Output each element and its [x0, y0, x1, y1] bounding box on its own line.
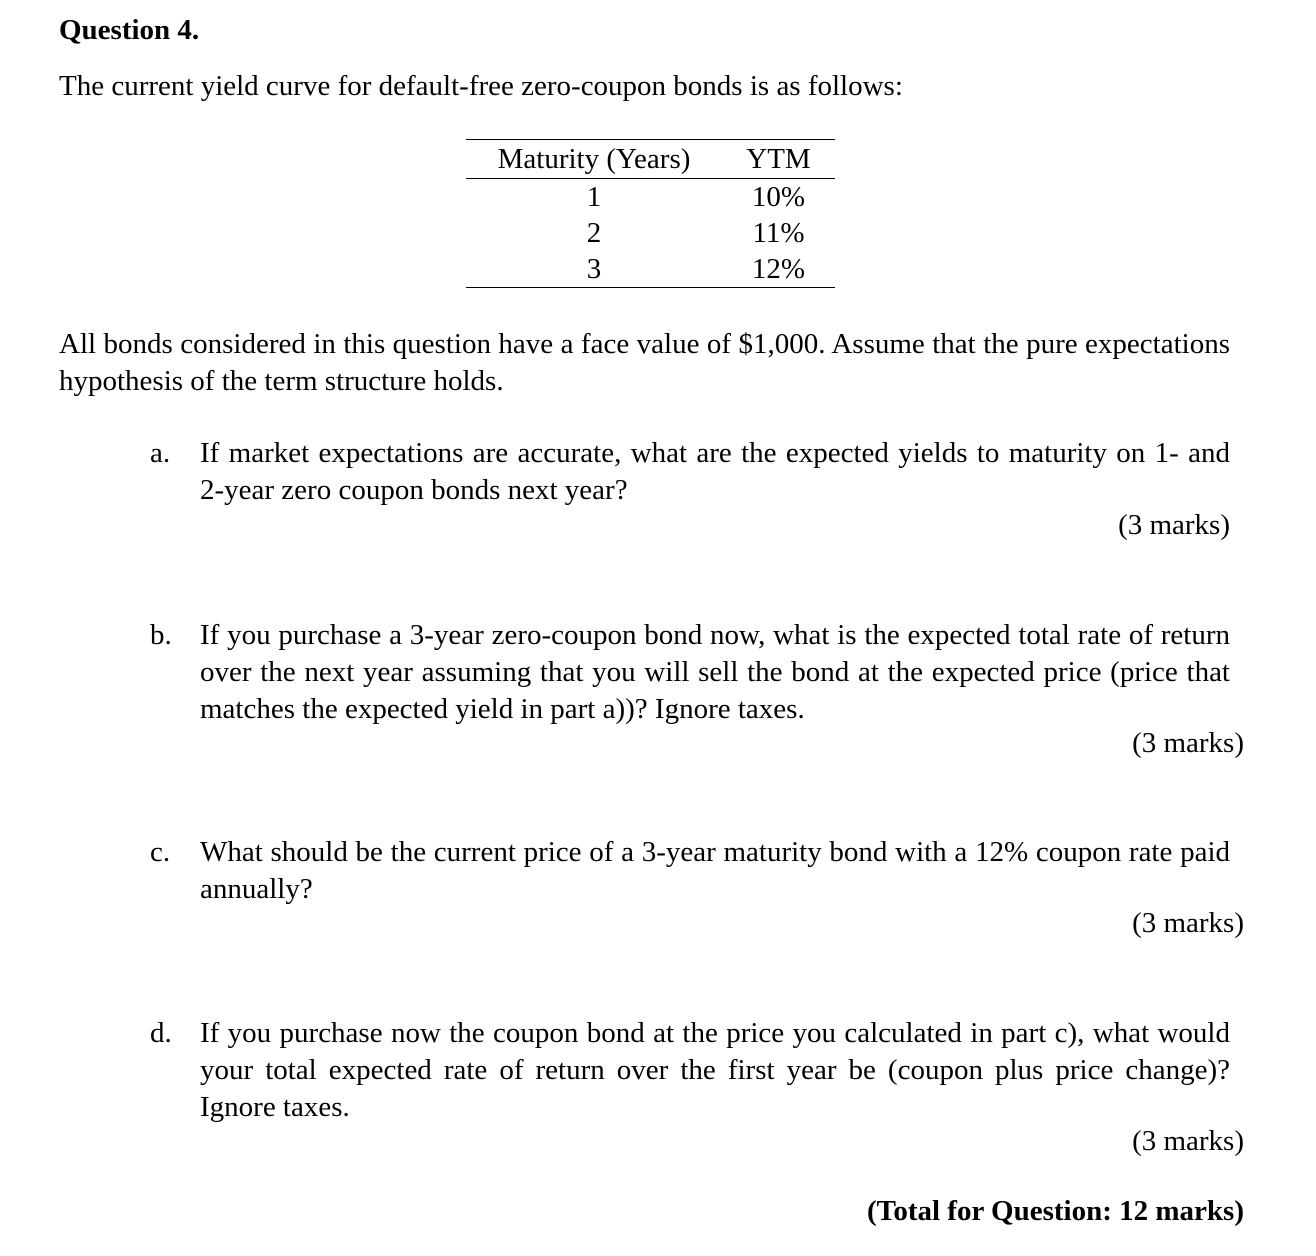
table-row: [466, 251, 835, 288]
part-a: [150, 435, 1230, 509]
part-b-marks: (3 marks): [1132, 727, 1244, 759]
part-label: d.: [150, 1017, 172, 1049]
part-label: c.: [150, 836, 171, 868]
ytm-cell: 10%: [751, 181, 806, 213]
column-header-ytm: YTM: [746, 143, 811, 175]
table-header-row: [466, 140, 835, 179]
part-d: [150, 1015, 1230, 1126]
part-c: [150, 834, 1230, 908]
part-c-marks: (3 marks): [1132, 907, 1244, 939]
ytm-cell: 11%: [752, 217, 805, 249]
assumptions-paragraph: All bonds considered in this question have a face value of $1,000. Assume that the pure expectations hypothesis of the term structure holds.: [59, 328, 1230, 397]
ytm-cell: 12%: [751, 253, 806, 285]
part-text: If market expectations are accurate, what are the expected yields to maturity on 1- and 2-year zero coupon bonds next year?: [200, 437, 1230, 506]
table-row: [466, 179, 835, 216]
total-marks: (Total for Question: 12 marks): [867, 1195, 1244, 1227]
maturity-cell: 1: [586, 181, 602, 213]
table-row: [466, 215, 835, 251]
part-label: b.: [150, 619, 172, 651]
yield-curve-table: [466, 139, 835, 288]
part-a-marks: (3 marks): [1118, 509, 1230, 541]
part-text: If you purchase now the coupon bond at the price you calculated in part c), what would your total expected rate of return over the first year be (coupon plus price change)? Ignore taxes.: [200, 1017, 1230, 1123]
part-text: What should be the current price of a 3-year maturity bond with a 12% coupon rate paid annually?: [200, 836, 1230, 905]
question-title: Question 4.: [59, 14, 200, 46]
part-label: a.: [150, 437, 171, 469]
part-text: If you purchase a 3-year zero-coupon bond now, what is the expected total rate of return over the next year assuming that you will sell the bond at the expected price (price that matches the expected yield in part a))? Ignore taxes.: [200, 619, 1230, 725]
maturity-cell: 3: [586, 253, 602, 285]
maturity-cell: 2: [586, 217, 602, 249]
column-header-maturity: Maturity (Years): [497, 143, 691, 175]
part-b: [150, 617, 1230, 728]
intro-text: The current yield curve for default-free zero-coupon bonds is as follows:: [59, 70, 903, 102]
part-d-marks: (3 marks): [1132, 1125, 1244, 1157]
